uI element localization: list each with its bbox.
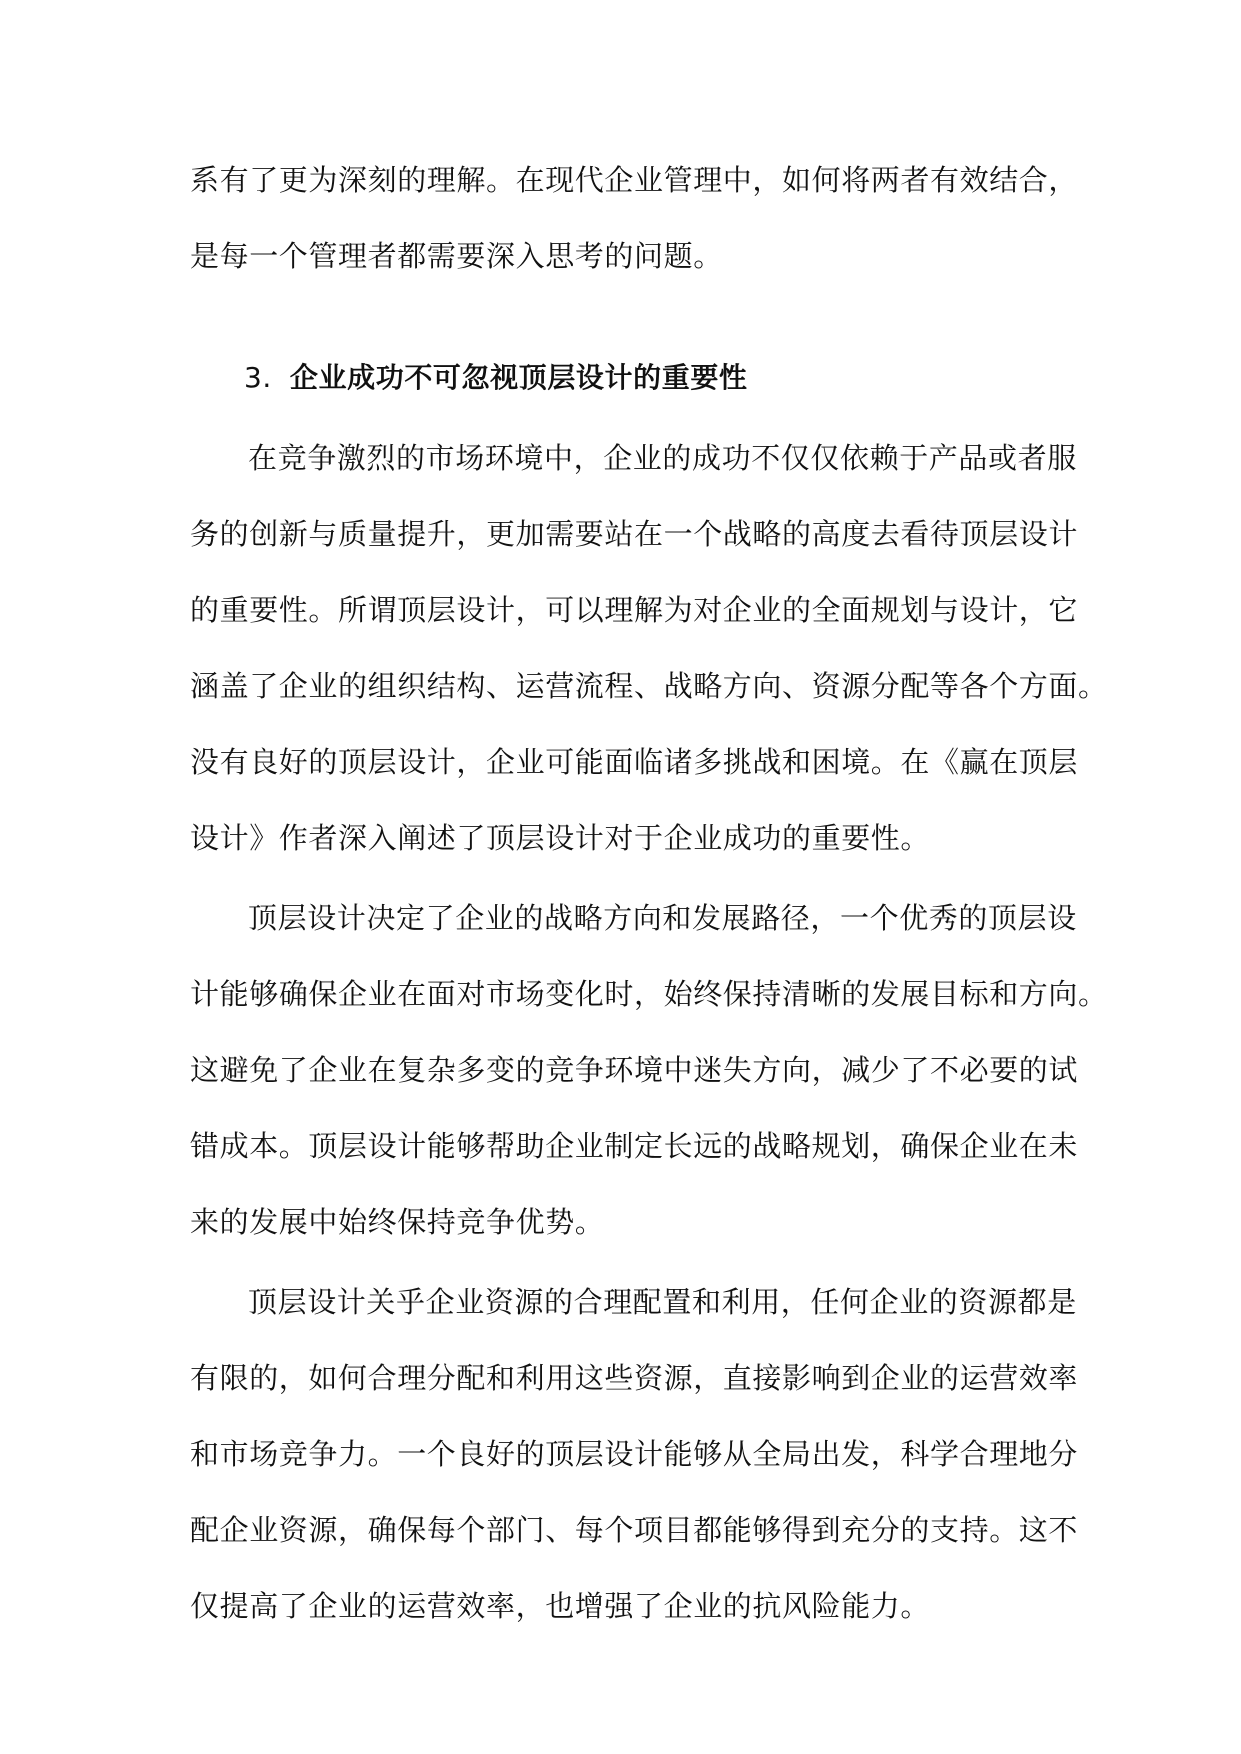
paragraph-1 — [190, 420, 1108, 876]
text-line: 设计》作者深入阐述了顶层设计对于企业成功的重要性。 — [190, 821, 931, 855]
text-line: 来的发展中始终保持竞争优势。 — [190, 1205, 605, 1239]
text-line: 是每一个管理者都需要深入思考的问题。 — [190, 239, 723, 273]
text-line: 有限的，如何合理分配和利用这些资源，直接影响到企业的运营效率 — [190, 1361, 1079, 1395]
text-line: 和市场竞争力。一个良好的顶层设计能够从全局出发，科学合理地分 — [190, 1437, 1079, 1471]
text-line: 仅提高了企业的运营效率，也增强了企业的抗风险能力。 — [190, 1589, 931, 1623]
document-body — [190, 142, 1108, 1644]
text-line: 顶层设计关乎企业资源的合理配置和利用，任何企业的资源都是 — [248, 1285, 1077, 1319]
text-line: 这避免了企业在复杂多变的竞争环境中迷失方向，减少了不必要的试 — [190, 1053, 1079, 1087]
text-line: 涵盖了企业的组织结构、运营流程、战略方向、资源分配等各个方面。 — [190, 669, 1108, 703]
text-line: 在竞争激烈的市场环境中，企业的成功不仅仅依赖于产品或者服 — [248, 441, 1077, 475]
paragraph-2 — [190, 880, 1108, 1260]
text-line: 计能够确保企业在面对市场变化时，始终保持清晰的发展目标和方向。 — [190, 977, 1108, 1011]
text-line: 的重要性。所谓顶层设计，可以理解为对企业的全面规划与设计，它 — [190, 593, 1079, 627]
section-heading — [190, 340, 1060, 416]
text-line: 配企业资源，确保每个部门、每个项目都能够得到充分的支持。这不 — [190, 1513, 1079, 1547]
text-line: 错成本。顶层设计能够帮助企业制定长远的战略规划，确保企业在未 — [190, 1129, 1079, 1163]
text-line: 顶层设计决定了企业的战略方向和发展路径，一个优秀的顶层设 — [248, 901, 1077, 935]
section-number: 3. — [244, 361, 272, 394]
text-line: 没有良好的顶层设计，企业可能面临诸多挑战和困境。在《赢在顶层 — [190, 745, 1079, 779]
text-line: 系有了更为深刻的理解。在现代企业管理中，如何将两者有效结合， — [190, 163, 1079, 197]
section-title: 企业成功不可忽视顶层设计的重要性 — [289, 361, 748, 394]
text-line: 务的创新与质量提升，更加需要站在一个战略的高度去看待顶层设计 — [190, 517, 1079, 551]
paragraph-3 — [190, 1264, 1079, 1644]
intro-paragraph — [190, 142, 1079, 294]
